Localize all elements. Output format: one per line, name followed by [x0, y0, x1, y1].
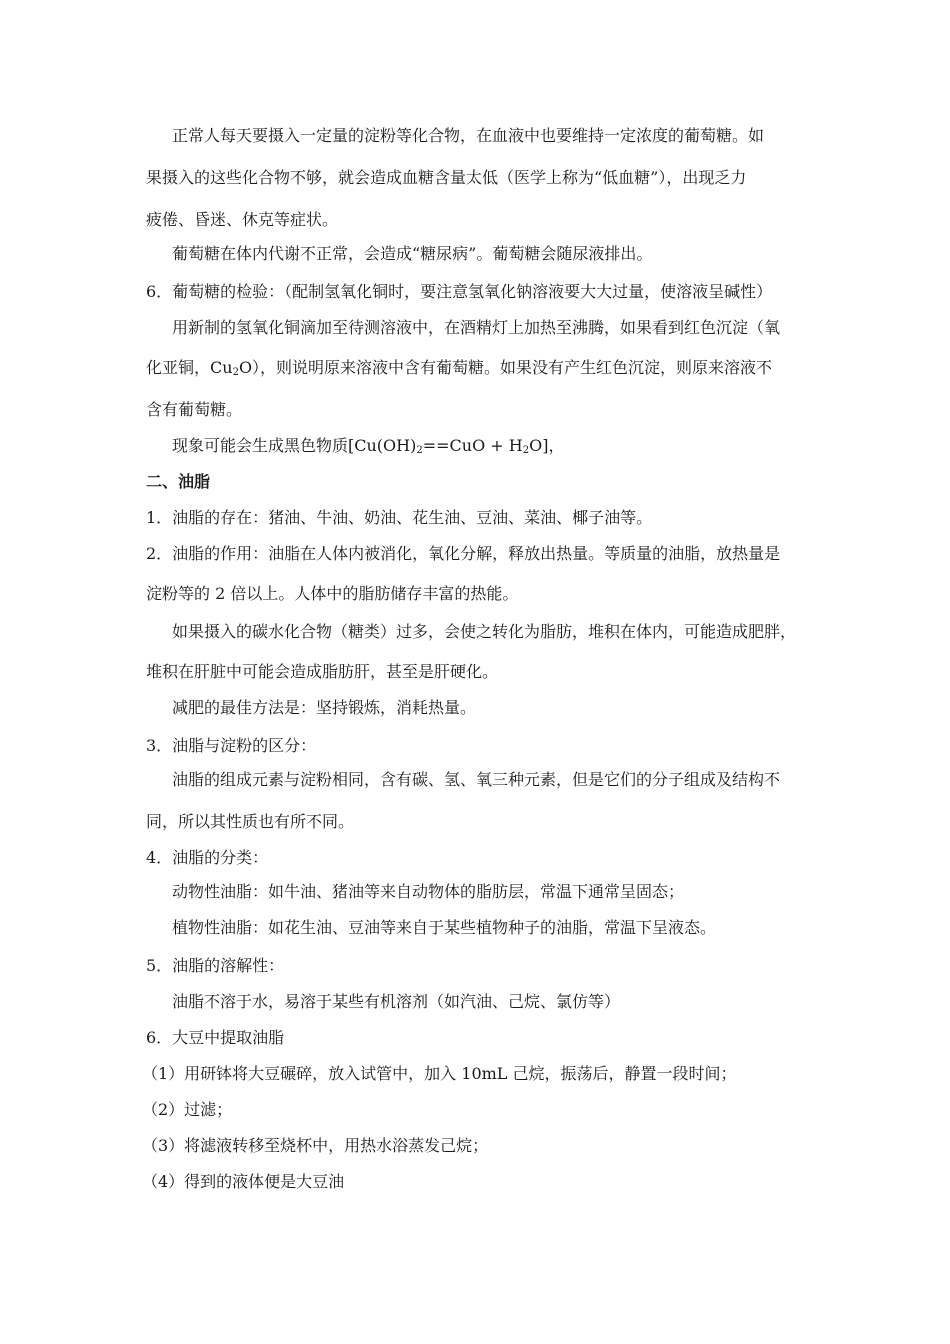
paragraph-line: 油脂的组成元素与淀粉相同，含有碳、氢、氧三种元素，但是它们的分子组成及结构不 [172, 770, 781, 789]
paragraph-line: 果摄入的这些化合物不够，就会造成血糖含量太低（医学上称为“低血糖”），出现乏力 [146, 168, 747, 187]
paragraph-line: 葡萄糖在体内代谢不正常，会造成“糖尿病”。葡萄糖会随尿液排出。 [172, 244, 653, 263]
paragraph-line: 含有葡萄糖。 [146, 400, 243, 419]
section-item-heading: 6．大豆中提取油脂 [146, 1028, 285, 1047]
paragraph-line: 油脂不溶于水，易溶于某些有机溶剂（如汽油、己烷、氯仿等） [172, 992, 621, 1011]
procedure-step: （1）用研钵将大豆碾碎，放入试管中，加入 10mL 己烷，振荡后，静置一段时间； [142, 1064, 737, 1083]
paragraph-line: 用新制的氢氧化铜滴加至待测溶液中，在酒精灯上加热至沸腾，如果看到红色沉淀（氧 [172, 318, 781, 337]
paragraph-line: 动物性油脂：如牛油、猪油等来自动物体的脂肪层，常温下通常呈固态； [172, 882, 685, 901]
procedure-step: （3）将滤液转移至烧杯中，用热水浴蒸发己烷； [142, 1136, 489, 1155]
paragraph-line: 正常人每天要摄入一定量的淀粉等化合物，在血液中也要维持一定浓度的葡萄糖。如 [172, 126, 765, 145]
paragraph-line-formula: 化亚铜，$Cu_2O$），则说明原来溶液中含有葡萄糖。如果没有产生红色沉淀，则原来溶液不 [146, 358, 773, 378]
section-item-heading: 1．油脂的存在：猪油、牛油、奶油、花生油、豆油、菜油、椰子油等。 [146, 508, 653, 527]
section-heading: 二、油脂 [146, 472, 211, 491]
reaction-equation-line: 现象可能会生成黑色物质$[Cu(OH)_2==CuO + H_2O]$， [172, 436, 565, 456]
paragraph-line: 减肥的最佳方法是：坚持锻炼，消耗热量。 [172, 698, 477, 717]
paragraph-line: 疲倦、昏迷、休克等症状。 [146, 210, 339, 229]
paragraph-line: 同，所以其性质也有所不同。 [146, 812, 355, 831]
paragraph-line: 植物性油脂：如花生油、豆油等来自于某些植物种子的油脂，常温下呈液态。 [172, 918, 717, 937]
section-item-heading: 5．油脂的溶解性： [146, 956, 285, 975]
paragraph-line: 堆积在肝脏中可能会造成脂肪肝，甚至是肝硬化。 [146, 662, 499, 681]
procedure-step: （2）过滤； [142, 1100, 233, 1119]
paragraph-line: 淀粉等的 2 倍以上。人体中的脂肪储存丰富的热能。 [146, 584, 519, 603]
section-item-heading: 3．油脂与淀粉的区分： [146, 736, 317, 755]
paragraph-line: 如果摄入的碳水化合物（糖类）过多，会使之转化为脂肪，堆积在体内，可能造成肥胖， [172, 622, 797, 641]
section-item-heading: 6．葡萄糖的检验：（配制氢氧化铜时，要注意氢氧化钠溶液要大大过量，使溶液呈碱性） [146, 282, 773, 301]
procedure-step: （4）得到的液体便是大豆油 [142, 1172, 345, 1191]
section-item-heading: 2．油脂的作用：油脂在人体内被消化，氧化分解，释放出热量。等质量的油脂，放热量是 [146, 544, 781, 563]
section-item-heading: 4．油脂的分类： [146, 848, 269, 867]
